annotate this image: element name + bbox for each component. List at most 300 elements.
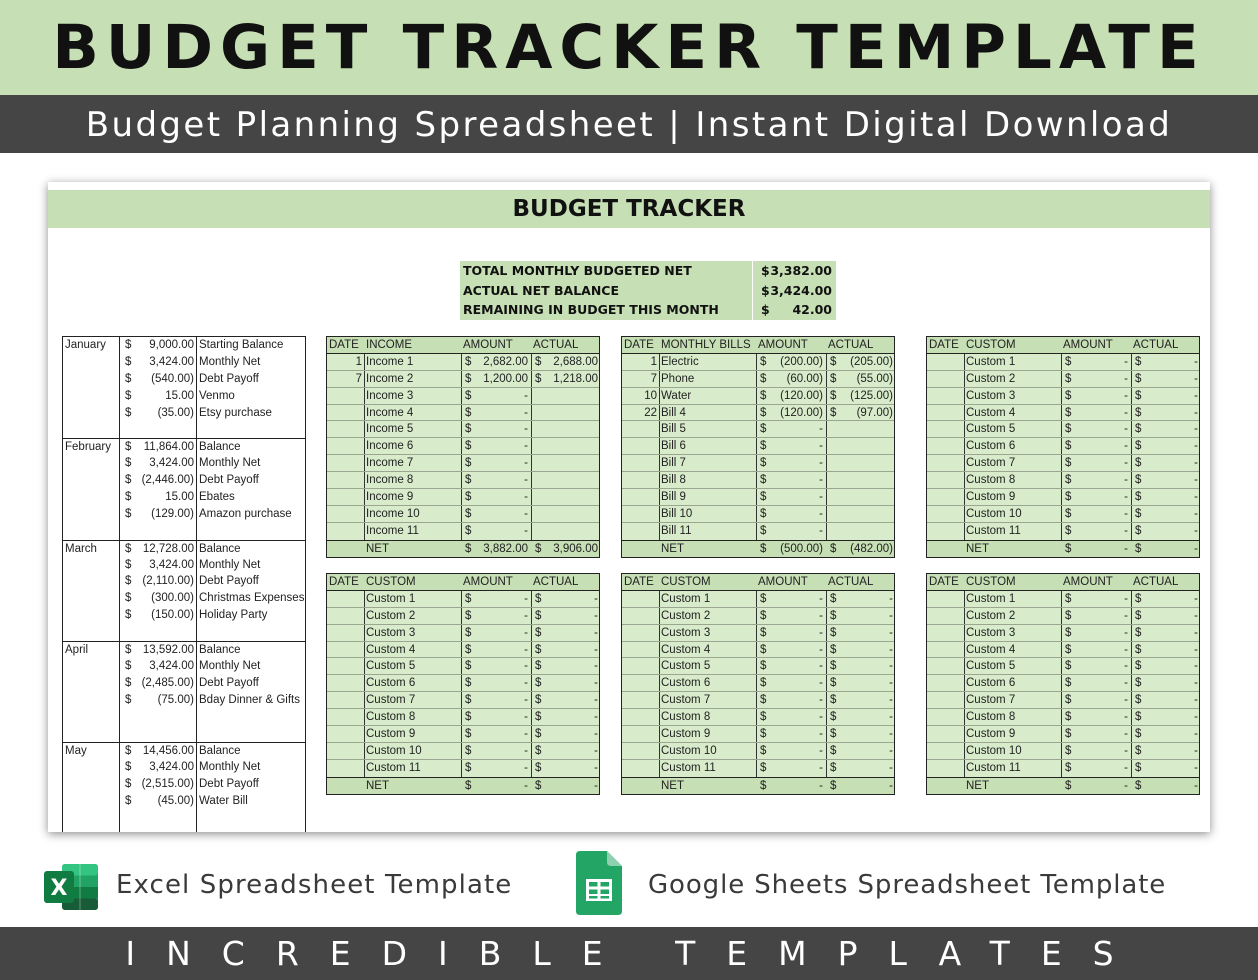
currency-sign: $ — [465, 474, 472, 487]
currency-sign: $ — [465, 491, 472, 504]
row-name: Custom 10 — [366, 744, 422, 757]
amount-cell — [1061, 354, 1131, 370]
ledger-label: Etsy purchase — [199, 406, 272, 419]
date-cell — [327, 625, 364, 641]
header-cell — [964, 574, 1061, 590]
row-actual: - — [594, 744, 598, 757]
table-body — [622, 354, 894, 540]
currency-sign: $ — [125, 693, 132, 706]
currency-sign: $ — [1065, 507, 1072, 520]
row-name: Bill 8 — [661, 474, 686, 487]
row-actual: - — [594, 711, 598, 724]
currency-sign: $ — [760, 779, 767, 792]
currency-sign: $ — [760, 474, 767, 487]
amount-cell — [756, 778, 826, 794]
row-name: Custom 6 — [366, 677, 416, 690]
row-amount: - — [524, 389, 528, 402]
amount-cell — [756, 760, 826, 777]
row-amount: - — [1124, 423, 1128, 436]
column-header: ACTUAL — [1133, 576, 1179, 588]
date-cell — [327, 438, 364, 454]
name-cell — [964, 421, 1061, 437]
currency-sign: $ — [465, 728, 472, 741]
amount-cell — [756, 625, 826, 641]
currency-sign: $ — [1135, 677, 1142, 690]
amount-cell — [461, 692, 531, 708]
actual-cell — [826, 472, 896, 488]
amount-cell — [1061, 371, 1131, 387]
table-net-row — [927, 540, 1199, 557]
row-actual: - — [1194, 711, 1198, 724]
row-amount: (60.00) — [786, 372, 823, 385]
ledger-amount: (75.00) — [157, 693, 194, 706]
name-cell — [964, 506, 1061, 522]
table-row — [927, 642, 1199, 659]
currency-sign: $ — [465, 660, 472, 673]
name-cell — [659, 489, 756, 505]
currency-sign: $ — [535, 744, 542, 757]
amount-cell — [1061, 658, 1131, 674]
table-row — [327, 608, 599, 625]
date-cell — [927, 388, 964, 404]
amount-cell — [1061, 591, 1131, 607]
name-cell — [364, 658, 461, 674]
summary-amount: 3,382.00 — [770, 263, 832, 278]
currency-sign: $ — [465, 507, 472, 520]
row-actual: - — [1194, 423, 1198, 436]
net-actual: (482.00) — [850, 542, 893, 555]
ledger-row — [63, 793, 305, 810]
actual-cell — [826, 591, 896, 607]
ledger-label: Debt Payoff — [199, 676, 259, 689]
name-cell — [964, 523, 1061, 540]
table-row — [927, 760, 1199, 777]
amount-cell — [461, 642, 531, 658]
header-cell — [1061, 574, 1131, 590]
ledger-row — [63, 337, 305, 354]
ledger-month: February — [65, 441, 112, 454]
actual-cell — [1131, 405, 1201, 421]
row-amount: - — [524, 728, 528, 741]
name-cell — [364, 675, 461, 691]
net-label: NET — [966, 779, 989, 792]
date-cell — [327, 472, 364, 488]
table-row — [927, 726, 1199, 743]
net-label: NET — [661, 542, 684, 555]
row-actual: - — [1194, 389, 1198, 402]
currency-sign: $ — [125, 778, 132, 791]
name-cell — [659, 438, 756, 454]
currency-sign: $ — [125, 558, 132, 571]
currency-sign: $ — [1065, 744, 1072, 757]
header-cell — [1061, 337, 1131, 353]
table-row — [622, 371, 894, 388]
actual-cell — [826, 778, 896, 794]
row-actual: - — [889, 626, 893, 639]
amount-cell — [1061, 506, 1131, 522]
currency-sign: $ — [1135, 389, 1142, 402]
summary-label: ACTUAL NET BALANCE — [463, 282, 620, 298]
actual-cell — [1131, 541, 1201, 557]
row-amount: - — [1124, 474, 1128, 487]
sheet-title: BUDGET TRACKER — [512, 196, 746, 222]
row-name: Income 6 — [366, 440, 414, 453]
ledger-amount: (2,110.00) — [142, 575, 194, 588]
ledger-label: Monthly Net — [199, 558, 261, 571]
currency-sign: $ — [830, 542, 837, 555]
row-name: Custom 6 — [661, 677, 711, 690]
date-cell — [927, 709, 964, 725]
currency-sign: $ — [1065, 440, 1072, 453]
amount-cell — [1061, 675, 1131, 691]
table-row — [622, 642, 894, 659]
ledger-row — [63, 421, 305, 438]
actual-cell — [531, 489, 601, 505]
amount-cell — [756, 455, 826, 471]
row-amount: - — [1124, 592, 1128, 605]
row-amount: - — [1124, 744, 1128, 757]
currency-sign: $ — [1065, 711, 1072, 724]
row-actual: - — [1194, 609, 1198, 622]
table-row — [622, 455, 894, 472]
row-amount: - — [524, 626, 528, 639]
row-name: Income 10 — [366, 507, 420, 520]
row-name: Phone — [661, 372, 695, 385]
row-name: Income 9 — [366, 491, 414, 504]
date-cell — [327, 541, 364, 557]
header-cell — [364, 574, 461, 590]
row-amount: - — [524, 457, 528, 470]
date-cell — [927, 625, 964, 641]
ledger-month: March — [65, 542, 97, 555]
row-amount: - — [819, 660, 823, 673]
row-amount: - — [819, 711, 823, 724]
date-cell — [327, 726, 364, 742]
summary-label: TOTAL MONTHLY BUDGETED NET — [463, 263, 692, 278]
actual-cell — [826, 421, 896, 437]
actual-cell — [1131, 675, 1201, 691]
row-name: Custom 2 — [966, 372, 1016, 385]
date-cell — [327, 523, 364, 540]
table-header-row — [327, 574, 599, 591]
net-amount: - — [1124, 779, 1128, 792]
currency-sign: $ — [535, 542, 542, 555]
currency-sign: $ — [465, 643, 472, 656]
currency-sign: $ — [760, 643, 767, 656]
currency-sign: $ — [830, 660, 837, 673]
row-name: Custom 8 — [966, 711, 1016, 724]
currency-sign: $ — [830, 711, 837, 724]
amount-cell — [461, 354, 531, 370]
actual-cell — [826, 760, 896, 777]
currency-sign: $ — [1135, 372, 1142, 385]
currency-sign: $ — [125, 676, 132, 689]
amount-cell — [461, 421, 531, 437]
header-cell — [622, 574, 659, 590]
row-amount: - — [819, 744, 823, 757]
currency-sign: $ — [830, 728, 837, 741]
table-row — [622, 472, 894, 489]
row-name: Income 4 — [366, 406, 414, 419]
ledger-row — [63, 506, 305, 523]
table-row — [927, 405, 1199, 422]
table-header-row — [927, 337, 1199, 354]
date-cell — [327, 778, 364, 794]
currency-sign: $ — [760, 609, 767, 622]
table-row — [622, 506, 894, 523]
amount-cell — [461, 726, 531, 742]
amount-cell — [1061, 726, 1131, 742]
amount-cell — [1061, 541, 1131, 557]
name-cell — [964, 371, 1061, 387]
ledger-amount: 3,424.00 — [149, 457, 194, 470]
table-row — [327, 743, 599, 760]
currency-sign: $ — [1135, 406, 1142, 419]
currency-sign: $ — [465, 457, 472, 470]
name-cell — [964, 642, 1061, 658]
currency-sign: $ — [1065, 457, 1072, 470]
table-row — [927, 591, 1199, 608]
name-cell — [659, 506, 756, 522]
table-body — [927, 591, 1199, 777]
row-actual: - — [889, 711, 893, 724]
ledger-row — [63, 658, 305, 675]
date-cell — [327, 421, 364, 437]
net-actual: 3,906.00 — [553, 542, 598, 555]
currency-sign: $ — [535, 761, 542, 774]
header-cell — [327, 574, 364, 590]
main-title: BUDGET TRACKER TEMPLATE — [52, 12, 1206, 83]
row-amount: - — [819, 507, 823, 520]
row-amount: - — [524, 524, 528, 537]
name-cell — [364, 421, 461, 437]
column-header: CUSTOM — [966, 339, 1016, 351]
ledger-row — [63, 810, 305, 827]
currency-sign: $ — [1065, 761, 1072, 774]
row-actual: - — [1194, 491, 1198, 504]
actual-cell — [826, 726, 896, 742]
name-cell — [364, 541, 461, 557]
header-cell — [927, 574, 964, 590]
date-cell — [927, 692, 964, 708]
row-name: Custom 11 — [366, 761, 421, 774]
amount-cell — [756, 608, 826, 624]
row-actual: - — [594, 728, 598, 741]
actual-cell — [826, 354, 896, 370]
amount-cell — [756, 709, 826, 725]
net-actual: - — [1194, 779, 1198, 792]
row-amount: - — [1124, 406, 1128, 419]
currency-sign: $ — [1135, 626, 1142, 639]
date-cell — [622, 675, 659, 691]
actual-cell — [1131, 743, 1201, 759]
header-cell — [327, 337, 364, 353]
row-amount: - — [524, 711, 528, 724]
header-cell — [756, 337, 826, 353]
table-net-row — [327, 540, 599, 557]
currency-sign: $ — [830, 677, 837, 690]
actual-cell — [1131, 472, 1201, 488]
name-cell — [964, 675, 1061, 691]
name-cell — [364, 591, 461, 607]
column-header: DATE — [624, 339, 654, 351]
amount-cell — [461, 778, 531, 794]
currency-sign: $ — [465, 355, 472, 368]
row-actual: - — [1194, 355, 1198, 368]
date-cell — [622, 541, 659, 557]
date-cell — [622, 625, 659, 641]
actual-cell — [531, 472, 601, 488]
table-body — [327, 591, 599, 777]
row-actual: 2,688.00 — [553, 355, 598, 368]
table-row — [927, 421, 1199, 438]
amount-cell — [461, 760, 531, 777]
currency-sign: $ — [125, 372, 132, 385]
row-amount: - — [1124, 728, 1128, 741]
row-name: Custom 4 — [661, 643, 711, 656]
name-cell — [659, 658, 756, 674]
actual-cell — [531, 778, 601, 794]
table-row — [622, 523, 894, 540]
ledger-row — [63, 692, 305, 709]
name-cell — [364, 438, 461, 454]
actual-cell — [1131, 608, 1201, 624]
currency-sign: $ — [125, 441, 132, 454]
row-actual: (205.00) — [850, 355, 893, 368]
name-cell — [364, 709, 461, 725]
row-name: Electric — [661, 355, 699, 368]
amount-cell — [461, 388, 531, 404]
column-header: CUSTOM — [966, 576, 1016, 588]
currency-sign: $ — [1065, 491, 1072, 504]
currency-sign: $ — [535, 660, 542, 673]
summary-amount: 42.00 — [792, 302, 832, 317]
row-amount: - — [1124, 711, 1128, 724]
row-actual: - — [889, 643, 893, 656]
currency-sign: $ — [1065, 423, 1072, 436]
table-body — [327, 354, 599, 540]
currency-sign: $ — [535, 626, 542, 639]
date-cell — [622, 642, 659, 658]
table-row — [622, 692, 894, 709]
actual-cell — [826, 438, 896, 454]
name-cell — [364, 523, 461, 540]
subtitle: Budget Planning Spreadsheet | Instant Digital Download — [85, 105, 1173, 145]
amount-cell — [756, 523, 826, 540]
currency-sign: $ — [760, 744, 767, 757]
table-net-row — [927, 777, 1199, 794]
row-amount: - — [1124, 355, 1128, 368]
row-name: Water — [661, 389, 692, 402]
row-amount: - — [524, 694, 528, 707]
currency-sign: $ — [1135, 457, 1142, 470]
header-cell — [927, 337, 964, 353]
column-header: ACTUAL — [533, 339, 579, 351]
row-amount: - — [819, 609, 823, 622]
table-row — [927, 675, 1199, 692]
row-amount: - — [1124, 372, 1128, 385]
currency-sign: $ — [535, 677, 542, 690]
row-name: Custom 7 — [366, 694, 416, 707]
actual-cell — [531, 658, 601, 674]
currency-sign: $ — [830, 592, 837, 605]
amount-cell — [756, 726, 826, 742]
row-amount: - — [819, 440, 823, 453]
row-amount: - — [1124, 389, 1128, 402]
table-row — [622, 608, 894, 625]
ledger-amount: (2,515.00) — [141, 778, 194, 791]
row-actual: - — [594, 694, 598, 707]
currency-sign: $ — [760, 694, 767, 707]
row-actual: - — [1194, 728, 1198, 741]
currency-sign: $ — [465, 677, 472, 690]
date-cell — [622, 455, 659, 471]
name-cell — [659, 675, 756, 691]
currency-sign: $ — [535, 643, 542, 656]
row-actual: - — [889, 744, 893, 757]
header-cell — [964, 337, 1061, 353]
date-cell — [622, 778, 659, 794]
currency-sign: $ — [125, 491, 132, 504]
budget-table — [326, 573, 600, 795]
currency-sign: $ — [760, 711, 767, 724]
net-actual: - — [1194, 542, 1198, 555]
currency-sign: $ — [830, 643, 837, 656]
column-header: CUSTOM — [661, 576, 711, 588]
actual-cell — [1131, 642, 1201, 658]
net-label: NET — [661, 779, 684, 792]
currency-sign: $ — [1065, 542, 1072, 555]
header-cell — [622, 337, 659, 353]
actual-cell — [531, 743, 601, 759]
table-body — [622, 591, 894, 777]
actual-cell — [531, 709, 601, 725]
currency-sign: $ — [125, 609, 132, 622]
row-actual: - — [594, 592, 598, 605]
row-name: Custom 11 — [966, 761, 1021, 774]
row-amount: (120.00) — [780, 389, 823, 402]
summary-row — [460, 281, 836, 301]
currency-sign: $ — [830, 694, 837, 707]
currency-sign: $ — [125, 644, 132, 657]
ledger-row — [63, 405, 305, 422]
ledger-amount: (300.00) — [151, 592, 194, 605]
header-cell — [826, 337, 896, 353]
name-cell — [964, 455, 1061, 471]
name-cell — [964, 692, 1061, 708]
row-name: Income 5 — [366, 423, 414, 436]
ledger-label: Balance — [199, 441, 241, 454]
amount-cell — [1061, 778, 1131, 794]
table-row — [327, 760, 599, 777]
row-name: Bill 7 — [661, 457, 686, 470]
ledger-label: Debt Payoff — [199, 778, 259, 791]
row-name: Custom 5 — [966, 660, 1016, 673]
column-header: DATE — [929, 576, 959, 588]
row-amount: - — [1124, 643, 1128, 656]
actual-cell — [1131, 438, 1201, 454]
row-name: Income 3 — [366, 389, 414, 402]
amount-cell — [461, 675, 531, 691]
row-name: Custom 8 — [661, 711, 711, 724]
date-cell — [927, 760, 964, 777]
date-cell — [327, 591, 364, 607]
table-row — [327, 675, 599, 692]
header-cell — [756, 574, 826, 590]
row-amount: (120.00) — [780, 406, 823, 419]
ledger-label: Bday Dinner & Gifts — [199, 693, 300, 706]
ledger-row — [63, 573, 305, 590]
